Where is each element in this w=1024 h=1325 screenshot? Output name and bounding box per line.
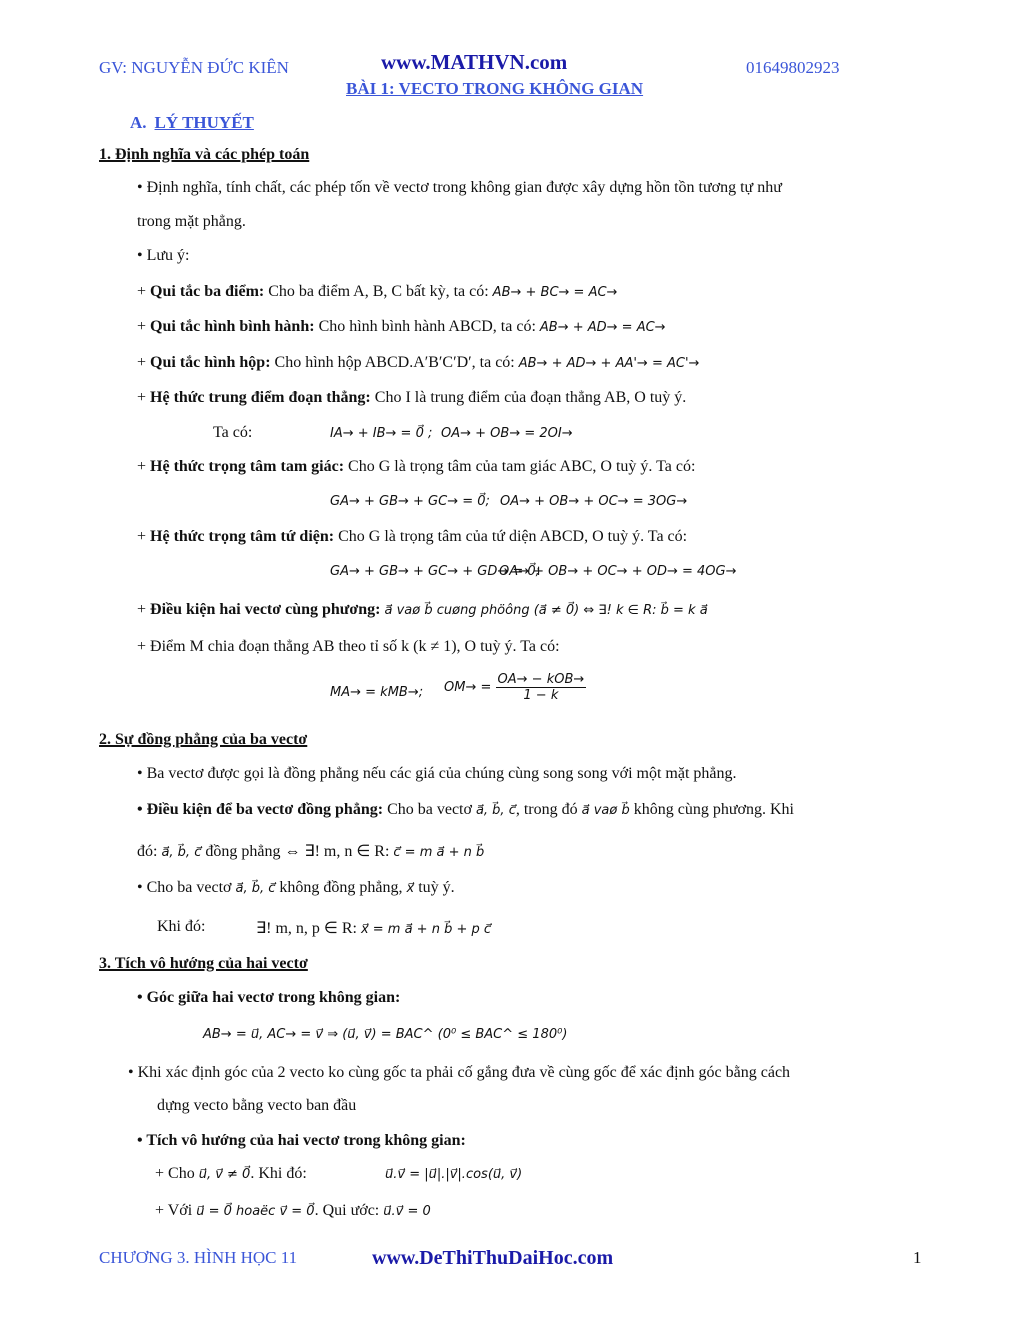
rule-text: Cho hình hộp ABCD.A′B′C′D′, ta có:: [270, 354, 519, 371]
rule-title: Qui tắc ba điểm:: [150, 283, 265, 300]
ratio-formula-1: MA→ = kMB→;: [330, 685, 424, 700]
part1-intro-line2: trong mặt phẳng.: [137, 213, 246, 230]
rule-formula: a⃗ vaø b⃗ cuøng phöông (a⃗ ≠ 0⃗) ⇔ ∃! k ∈ R: b⃗ = k a⃗: [384, 603, 708, 618]
ratio-denominator: 1 − k: [523, 688, 559, 703]
part3-heading: 3. Tích vô hướng của hai vectơ: [99, 955, 308, 972]
section-title: LÝ THUYẾT: [154, 113, 254, 132]
triangle-formula-2: OA→ + OB→ + OC→ = 3OG→: [500, 494, 688, 509]
formula: x⃗: [406, 881, 415, 896]
rule-title: Qui tắc hình hộp:: [150, 354, 271, 371]
rule-parallelepiped: [137, 354, 699, 372]
text: . Khi đó:: [250, 1165, 307, 1182]
text: + Với: [155, 1202, 197, 1219]
text: tuỳ ý.: [414, 879, 455, 896]
formula: u⃗, v⃗ ≠ 0⃗: [198, 1167, 251, 1182]
tetra-formula-2: OA→ + OB→ + OC→ + OD→ = 4OG→: [499, 564, 737, 579]
author-name: GV: NGUYỄN ĐỨC KIÊN: [99, 58, 289, 77]
formula: a⃗, b⃗, c⃗: [235, 881, 276, 896]
then-label: Khi đó:: [157, 918, 206, 935]
rule-formula: AB→ + AD→ + AA'→ = AC'→: [518, 356, 700, 371]
formula: u⃗ = 0⃗ hoaëc v⃗ = 0⃗: [196, 1204, 315, 1219]
midpoint-label: Ta có:: [213, 424, 253, 441]
formula: c⃗ = m a⃗ + n b⃗: [393, 845, 485, 860]
rule-title: Hệ thức trọng tâm tam giác:: [150, 458, 345, 475]
rule-three-points: [137, 283, 617, 301]
midpoint-formula-2: OA→ + OB→ = 2OI→: [441, 426, 573, 441]
site-link[interactable]: www.MATHVN.com: [381, 50, 568, 74]
rule-title: Hệ thức trung điểm đoạn thẳng:: [150, 389, 371, 406]
non-coplanar-line: [137, 879, 455, 897]
angle-title: • Góc giữa hai vectơ trong không gian:: [137, 989, 401, 1006]
section-letter: A.: [130, 113, 147, 132]
part1-note: • Lưu ý:: [137, 247, 190, 264]
text: . Qui ước:: [314, 1202, 384, 1219]
page-number: 1: [913, 1248, 922, 1267]
triangle-formula-1: GA→ + GB→ + GC→ = 0⃗;: [330, 494, 490, 509]
text: , trong đó: [515, 801, 582, 818]
phone-number: 01649802923: [746, 58, 840, 77]
rule-title: Qui tắc hình bình hành:: [150, 318, 315, 335]
decomposition-line: [256, 918, 491, 938]
formula: a⃗, b⃗, c⃗: [161, 845, 202, 860]
condition-title: • Điều kiện để ba vectơ đồng phẳng:: [137, 801, 384, 818]
formula: u⃗.v⃗ = 0: [383, 1204, 431, 1219]
chapter-label: CHƯƠNG 3. HÌNH HỌC 11: [99, 1248, 298, 1267]
rule-prefix: +: [137, 283, 151, 300]
rule-text: Cho hình bình hành ABCD, ta có:: [314, 318, 540, 335]
rule-formula: AB→ + BC→ = AC→: [492, 285, 618, 300]
text: • Cho ba vectơ: [137, 879, 236, 896]
rule-prefix: +: [137, 354, 151, 371]
dot-product-line2: [155, 1202, 431, 1220]
coplanar-definition: • Ba vectơ được gọi là đồng phẳng nếu các giá của chúng cùng song song với một mặt phẳng.: [137, 765, 737, 782]
angle-note-line2: dựng vecto bằng vecto ban đầu: [157, 1097, 357, 1114]
text: không cùng phương. Khi: [629, 801, 794, 818]
rule-midpoint: [137, 389, 686, 407]
rule-text: Cho G là trọng tâm của tam giác ABC, O tuỳ ý. Ta có:: [344, 458, 696, 475]
part2-heading: 2. Sự đồng phẳng của ba vectơ: [99, 731, 308, 748]
coplanar-condition: [137, 801, 794, 819]
text: + Cho: [155, 1165, 199, 1182]
text: ∃! m, n, p ∈ R:: [256, 920, 361, 937]
part1-heading: 1. Định nghĩa và các phép toán: [99, 146, 310, 163]
rule-title: Hệ thức trọng tâm tứ diện:: [150, 528, 335, 545]
formula: x⃗ = m a⃗ + n b⃗ + p c⃗: [360, 922, 492, 937]
part1-intro-line1: • Định nghĩa, tính chất, các phép tốn về vectơ trong không gian được xây dựng hồn tồn tương tự như: [137, 179, 782, 196]
rule-text: Điểm M chia đoạn thẳng AB theo tỉ số k (k ≠ 1), O tuỳ ý. Ta có:: [150, 638, 560, 655]
ratio-lhs: OM→ =: [444, 680, 492, 695]
formula: a⃗, b⃗, c⃗: [475, 803, 516, 818]
ratio-formula-2: [444, 672, 586, 703]
rule-text: Cho G là trọng tâm của tứ diện ABCD, O tuỳ ý. Ta có:: [334, 528, 688, 545]
angle-formula: AB→ = u⃗, AC→ = v⃗ ⇒ (u⃗, v⃗) = BAC^ (0⁰ ≤ BAC^ ≤ 180⁰): [203, 1027, 568, 1042]
rule-collinear: [137, 601, 708, 619]
rule-prefix: +: [137, 528, 151, 545]
dot-product-title: • Tích vô hướng của hai vectơ trong không gian:: [137, 1132, 466, 1149]
ratio-numerator: OA→ − kOB→: [497, 672, 585, 687]
tetra-formula-1: GA→ + GB→ + GC→ + GD→ = 0⃗;: [330, 564, 541, 579]
footer-site-link[interactable]: www.DeThiThuDaiHoc.com: [372, 1247, 614, 1269]
section-a-heading: [130, 113, 254, 133]
text: đó:: [137, 843, 162, 860]
text: Cho ba vectơ: [383, 801, 476, 818]
rule-prefix: +: [137, 318, 151, 335]
rule-prefix: +: [137, 458, 151, 475]
rule-tetrahedron-centroid: [137, 528, 687, 546]
lesson-title: BÀI 1: VECTO TRONG KHÔNG GIAN: [346, 79, 644, 98]
rule-parallelogram: [137, 318, 666, 336]
midpoint-formula-1: IA→ + IB→ = 0⃗ ;: [330, 426, 433, 441]
angle-note-line1: • Khi xác định góc của 2 vecto ko cùng gốc ta phải cố gắng đưa về cùng gốc để xác định góc bằng cách: [128, 1064, 791, 1081]
rule-formula: AB→ + AD→ = AC→: [539, 320, 666, 335]
text: đồng phẳng ⇔ ∃! m, n ∈ R:: [201, 843, 394, 860]
ratio-fraction: [496, 672, 587, 703]
rule-title: Điều kiện hai vectơ cùng phương:: [150, 601, 381, 618]
formula: a⃗ vaø b⃗: [581, 803, 630, 818]
rule-ratio: [137, 638, 560, 656]
dot-product-line1: [155, 1165, 307, 1183]
rule-prefix: +: [137, 601, 151, 618]
text: không đồng phẳng,: [275, 879, 407, 896]
rule-text: Cho ba điểm A, B, C bất kỳ, ta có:: [264, 283, 493, 300]
rule-triangle-centroid: [137, 458, 695, 476]
rule-prefix: +: [137, 638, 151, 655]
coplanar-condition-line2: [137, 841, 484, 861]
dot-product-formula: u⃗.v⃗ = |u⃗|.|v⃗|.cos(u⃗, v⃗): [385, 1167, 523, 1182]
rule-text: Cho I là trung điểm của đoạn thẳng AB, O tuỳ ý.: [370, 389, 687, 406]
rule-prefix: +: [137, 389, 151, 406]
